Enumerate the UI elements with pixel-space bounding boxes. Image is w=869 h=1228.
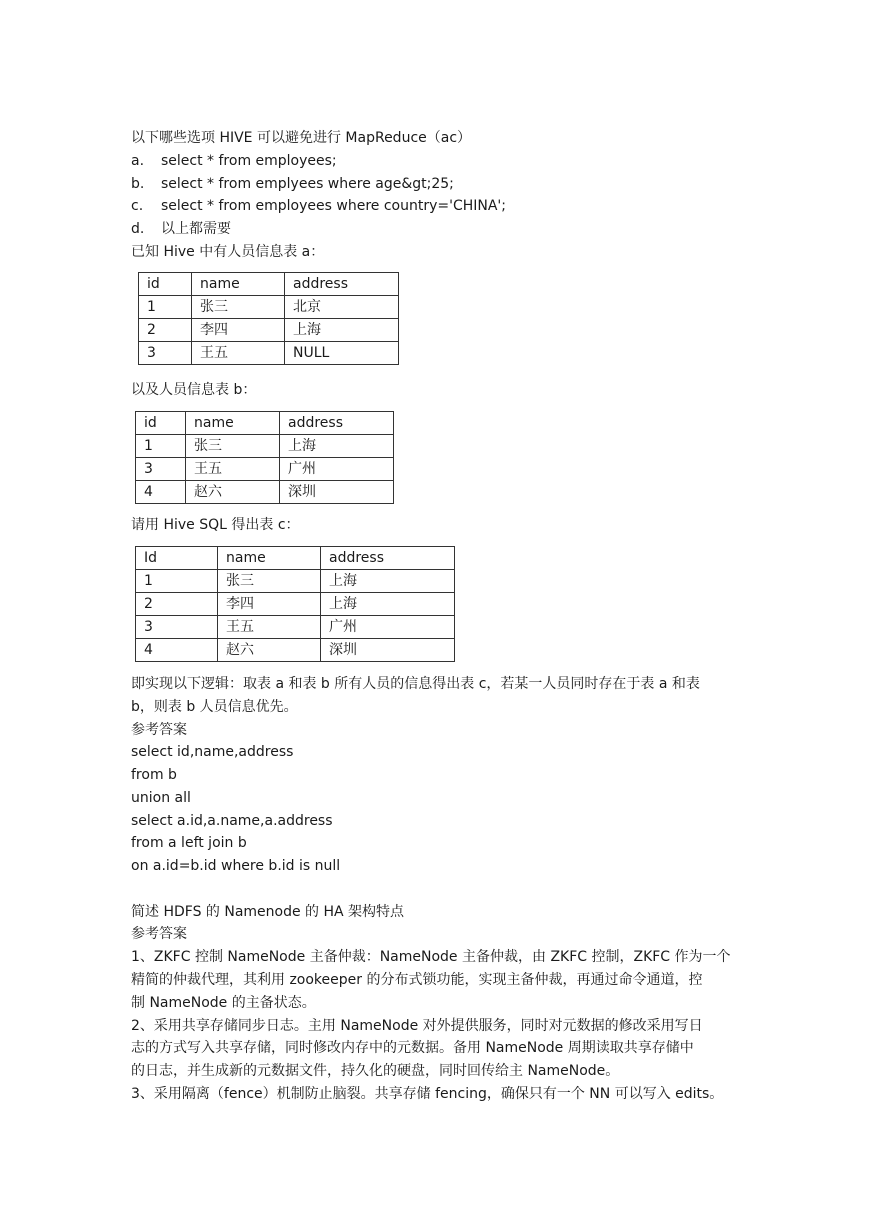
table-a	[138, 272, 399, 365]
table-cell: 上海	[321, 593, 455, 616]
table-row	[136, 639, 455, 662]
table-cell: 张三	[218, 570, 321, 593]
header-cell: Id	[136, 547, 218, 570]
table-cell: 赵六	[218, 639, 321, 662]
table-cell: 3	[139, 342, 192, 365]
option-letter: a.	[131, 153, 145, 169]
sql-line: union all	[131, 790, 191, 806]
q1-option-d	[131, 219, 231, 239]
header-cell: name	[192, 273, 285, 296]
table-row	[136, 481, 394, 504]
table-cell: 广州	[321, 616, 455, 639]
table-cell: 上海	[285, 319, 399, 342]
table-cell: 3	[136, 616, 218, 639]
answer-line: 志的方式写入共享存储，同时修改内存中的元数据。备用 NameNode 周期读取共享存储中	[131, 1040, 694, 1056]
answer-line: 2、采用共享存储同步日志。主用 NameNode 对外提供服务，同时对元数据的修改采用写日	[131, 1018, 703, 1034]
table-row	[139, 296, 399, 319]
answer-line: 3、采用隔离（fence）机制防止脑裂。共享存储 fencing，确保只有一个 NN 可以写入 edits。	[131, 1086, 724, 1102]
option-text: 以上都需要	[161, 221, 231, 237]
table-cell: 王五	[192, 342, 285, 365]
table-header-row	[139, 273, 399, 296]
header-cell: id	[136, 412, 186, 435]
q3-title: 简述 HDFS 的 Namenode 的 HA 架构特点	[131, 904, 405, 920]
table-b	[135, 411, 394, 504]
table-c-intro: 请用 Hive SQL 得出表 c：	[131, 517, 300, 533]
option-text: select * from employees where country='CHINA';	[161, 198, 506, 214]
answer-line: 制 NameNode 的主备状态。	[131, 995, 316, 1011]
q1-option-c	[131, 196, 506, 216]
header-cell: address	[280, 412, 394, 435]
sql-line: on a.id=b.id where b.id is null	[131, 858, 341, 874]
sql-line: select id,name,address	[131, 744, 294, 760]
table-cell: 张三	[192, 296, 285, 319]
table-a-intro: 已知 Hive 中有人员信息表 a：	[131, 244, 325, 260]
table-cell: 张三	[186, 435, 280, 458]
q1-option-b	[131, 174, 454, 194]
option-letter: b.	[131, 176, 145, 192]
table-row	[139, 319, 399, 342]
table-row	[136, 593, 455, 616]
table-cell: NULL	[285, 342, 399, 365]
q1-question: 以下哪些选项 HIVE 可以避免进行 MapReduce（ac）	[131, 130, 472, 146]
option-text: select * from employees;	[161, 153, 337, 169]
table-cell: 王五	[186, 458, 280, 481]
table-cell: 王五	[218, 616, 321, 639]
table-row	[139, 342, 399, 365]
table-cell: 深圳	[321, 639, 455, 662]
answer-line: 1、ZKFC 控制 NameNode 主备仲裁：NameNode 主备仲裁，由 ZKFC 控制，ZKFC 作为一个	[131, 949, 731, 965]
table-b-intro: 以及人员信息表 b：	[131, 382, 257, 398]
table-cell: 李四	[192, 319, 285, 342]
header-cell: address	[321, 547, 455, 570]
header-cell: id	[139, 273, 192, 296]
answer-label: 参考答案	[131, 722, 187, 738]
sql-line: from b	[131, 767, 177, 783]
table-cell: 北京	[285, 296, 399, 319]
table-cell: 2	[139, 319, 192, 342]
sql-line: from a left join b	[131, 835, 247, 851]
table-cell: 深圳	[280, 481, 394, 504]
answer-label: 参考答案	[131, 926, 187, 942]
table-cell: 1	[136, 570, 218, 593]
table-row	[136, 616, 455, 639]
table-header-row	[136, 547, 455, 570]
table-c	[135, 546, 455, 662]
table-row	[136, 435, 394, 458]
table-cell: 上海	[280, 435, 394, 458]
answer-line: 的日志，并生成新的元数据文件，持久化的硬盘，同时回传给主 NameNode。	[131, 1063, 620, 1079]
sql-line: select a.id,a.name,a.address	[131, 813, 333, 829]
table-cell: 李四	[218, 593, 321, 616]
option-letter: c.	[131, 198, 144, 214]
table-cell: 1	[136, 435, 186, 458]
table-cell: 广州	[280, 458, 394, 481]
table-row	[136, 570, 455, 593]
table-cell: 2	[136, 593, 218, 616]
table-cell: 3	[136, 458, 186, 481]
header-cell: name	[218, 547, 321, 570]
logic-line-2: b，则表 b 人员信息优先。	[131, 699, 298, 715]
table-cell: 赵六	[186, 481, 280, 504]
answer-line: 精简的仲裁代理，其利用 zookeeper 的分布式锁功能，实现主备仲裁，再通过命令通道，控	[131, 972, 703, 988]
table-cell: 4	[136, 481, 186, 504]
q1-option-a	[131, 151, 337, 171]
logic-line-1: 即实现以下逻辑：取表 a 和表 b 所有人员的信息得出表 c，若某一人员同时存在于表 a 和表	[131, 676, 700, 692]
header-cell: address	[285, 273, 399, 296]
option-letter: d.	[131, 221, 145, 237]
table-row	[136, 458, 394, 481]
option-text: select * from emplyees where age&gt;25;	[161, 176, 454, 192]
header-cell: name	[186, 412, 280, 435]
table-cell: 4	[136, 639, 218, 662]
table-cell: 上海	[321, 570, 455, 593]
table-header-row	[136, 412, 394, 435]
table-cell: 1	[139, 296, 192, 319]
